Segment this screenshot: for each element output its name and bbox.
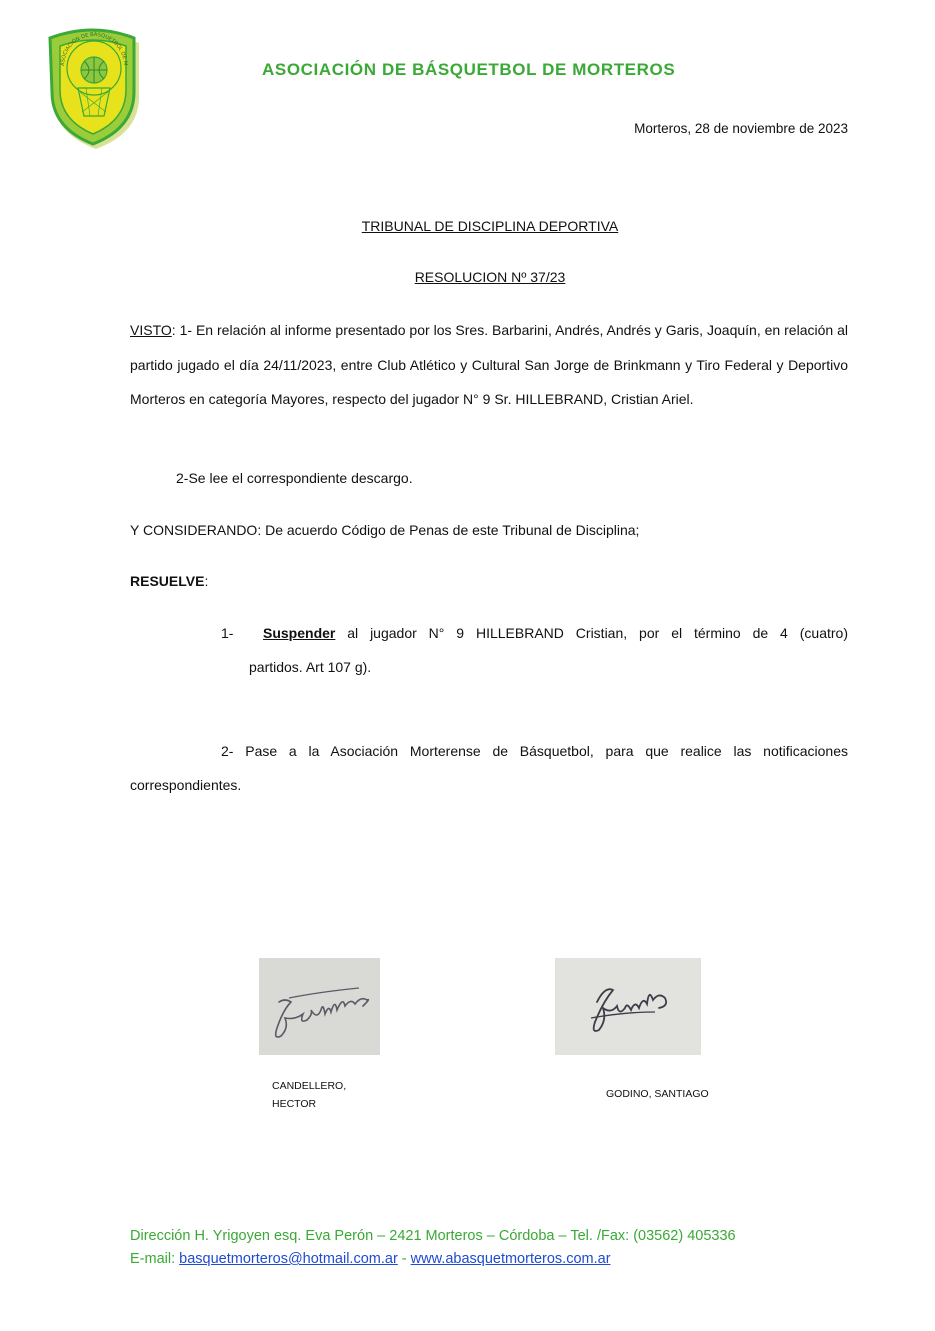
- signature-godino: [555, 958, 701, 1055]
- signatory-name-2: GODINO, SANTIAGO: [606, 1088, 709, 1100]
- email-label: E-mail:: [130, 1251, 180, 1267]
- signature-candellero: [259, 958, 380, 1055]
- association-logo: [40, 26, 146, 150]
- resuelve-line: [130, 573, 208, 589]
- tribunal-heading: TRIBUNAL DE DISCIPLINA DEPORTIVA: [361, 218, 619, 234]
- footer-contact: [130, 1251, 611, 1267]
- resuelve-label: RESUELVE: [130, 573, 205, 589]
- footer-separator: -: [397, 1251, 411, 1267]
- descargo-line: 2-Se lee el correspondiente descargo.: [176, 470, 413, 486]
- logo-text: ASOCIACIÓN DE BÁSQUETBOL DE M: [59, 31, 129, 67]
- resuelve-colon: :: [204, 573, 209, 589]
- document-date: Morteros, 28 de noviembre de 2023: [634, 121, 848, 136]
- email-link[interactable]: basquetmorteros@hotmail.com.ar: [179, 1251, 398, 1267]
- signatory-name-1: CANDELLERO, HECTOR: [272, 1080, 347, 1110]
- item-1-text: al jugador N° 9 HILLEBRAND Cristian, por el término de 4 (cuatro): [335, 625, 848, 641]
- visto-label: VISTO: [130, 322, 172, 338]
- resolution-heading: RESOLUCION Nº 37/23: [414, 269, 566, 285]
- item-1-line-1: [263, 616, 848, 650]
- item-1-line-2: partidos. Art 107 g).: [249, 659, 372, 675]
- visto-text: : 1- En relación al informe presentado por los Sres. Barbarini, Andrés, Andrés y Garis, Joaquín, en relación al partido jugado el día 24/11/2023, entre Club Atlético y Cultural San Jorge de Brinkmann y Tiro Federal y Deportivo Morteros en categoría Mayores, respecto del jugador N° 9 Sr. HILLEBRAND, Cristian Ariel.: [130, 322, 848, 407]
- visto-paragraph: [130, 313, 848, 417]
- footer-address: Dirección H. Yrigoyen esq. Eva Perón – 2421 Morteros – Córdoba – Tel. /Fax: (03562) 405336: [130, 1228, 736, 1244]
- website-link[interactable]: www.abasquetmorteros.com.ar: [410, 1251, 611, 1267]
- item-1-number: 1-: [221, 625, 234, 641]
- item-1-keyword: Suspender: [263, 625, 336, 641]
- considerando-line: Y CONSIDERANDO: De acuerdo Código de Penas de este Tribunal de Disciplina;: [130, 522, 640, 538]
- resolution-item-2: 2- Pase a la Asociación Morterense de Básquetbol, para que realice las notificaciones correspondientes.: [130, 743, 848, 793]
- organization-title: ASOCIACIÓN DE BÁSQUETBOL DE MORTEROS: [262, 60, 676, 79]
